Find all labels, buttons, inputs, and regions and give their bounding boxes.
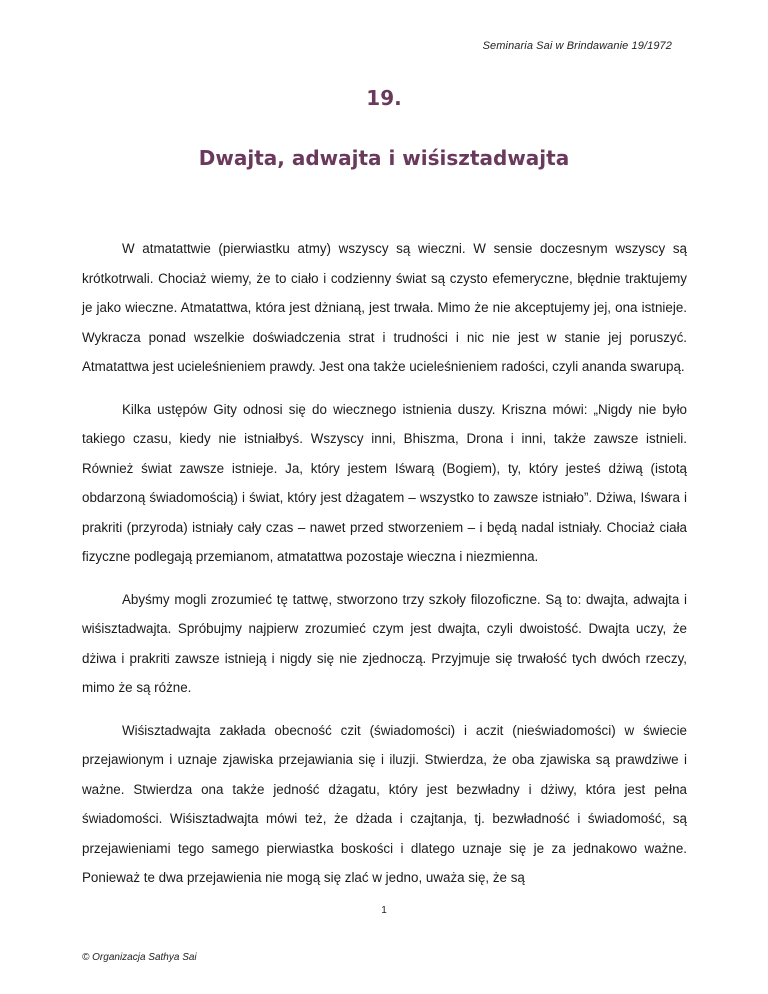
paragraph-2: Kilka ustępów Gity odnosi się do wiecznego istnienia duszy. Kriszna mówi: „Nigdy nie było takiego czasu, kiedy nie istniałbyś. Wszyscy inni, Bhiszma, Drona i inni, także zawsze istnieli. Również świat zawsze istnieje. Ja, który jestem Iśwarą (Bogiem), ty, który jesteś dżiwą (istotą obdarzoną świadomością) i świat, który jest dżagatem – wszystko to zawsze istniało”. Dżiwa, Iśwara i prakriti (przyroda) istniały cały czas – nawet przed stworzeniem – i będą nadal istniały. Chociaż ciała fizyczne podlegają przemianom, atmatattwa pozostaje wieczna i niezmienna. bbox=[82, 401, 687, 564]
copyright-footer: © Organizacja Sathya Sai bbox=[82, 952, 197, 963]
running-header: Seminaria Sai w Brindawanie 19/1972 bbox=[482, 40, 672, 52]
body-text bbox=[82, 234, 687, 906]
paragraph-1: W atmatattwie (pierwiastku atmy) wszyscy są wieczni. W sensie doczesnym wszyscy są krótkotrwali. Chociaż wiemy, że to ciało i codzienny świat są czysto efemeryczne, błędnie traktujemy je jako wieczne. Atmatattwa, która jest dżnianą, jest trwała. Mimo że nie akceptujemy jej, ona istnieje. Wykracza ponad wszelkie doświadczenia strat i trudności i nic nie jest w stanie jej poruszyć. Atmatattwa jest ucieleśnieniem prawdy. Jest ona także ucieleśnieniem radości, czyli ananda swarupą. bbox=[82, 241, 687, 374]
chapter-number: 19. bbox=[366, 86, 402, 110]
chapter-title: Dwajta, adwajta i wiśisztadwajta bbox=[198, 146, 570, 170]
paragraph-3: Abyśmy mogli zrozumieć tę tattwę, stworzono trzy szkoły filozoficzne. Są to: dwajta, adwajta i wiśisztadwajta. Spróbujmy najpierw zrozumieć czym jest dwajta, czyli dwoistość. Dwajta uczy, że dżiwa i prakriti zawsze istnieją i nigdy się nie zjednoczą. Przyjmuje się trwałość tych dwóch rzeczy, mimo że są różne. bbox=[82, 591, 687, 695]
paragraph-4: Wiśisztadwajta zakłada obecność czit (świadomości) i aczit (nieświadomości) w świecie przejawionym i uznaje zjawiska przejawiania się i iluzji. Stwierdza, że oba zjawiska są prawdziwe i ważne. Stwierdza ona także jedność dżagatu, który jest bezwładny i dżiwy, która jest pełna świadomości. Wiśisztadwajta mówi też, że dżada i czajtanja, tj. bezwładność i świadomość, są przejawieniami tego samego pierwiastka boskości i dlatego uznaje się je za jednakowo ważne. Ponieważ te dwa przejawienia nie mogą się zlać w jedno, uważa się, że są bbox=[82, 722, 687, 885]
page-number: 1 bbox=[381, 905, 387, 916]
